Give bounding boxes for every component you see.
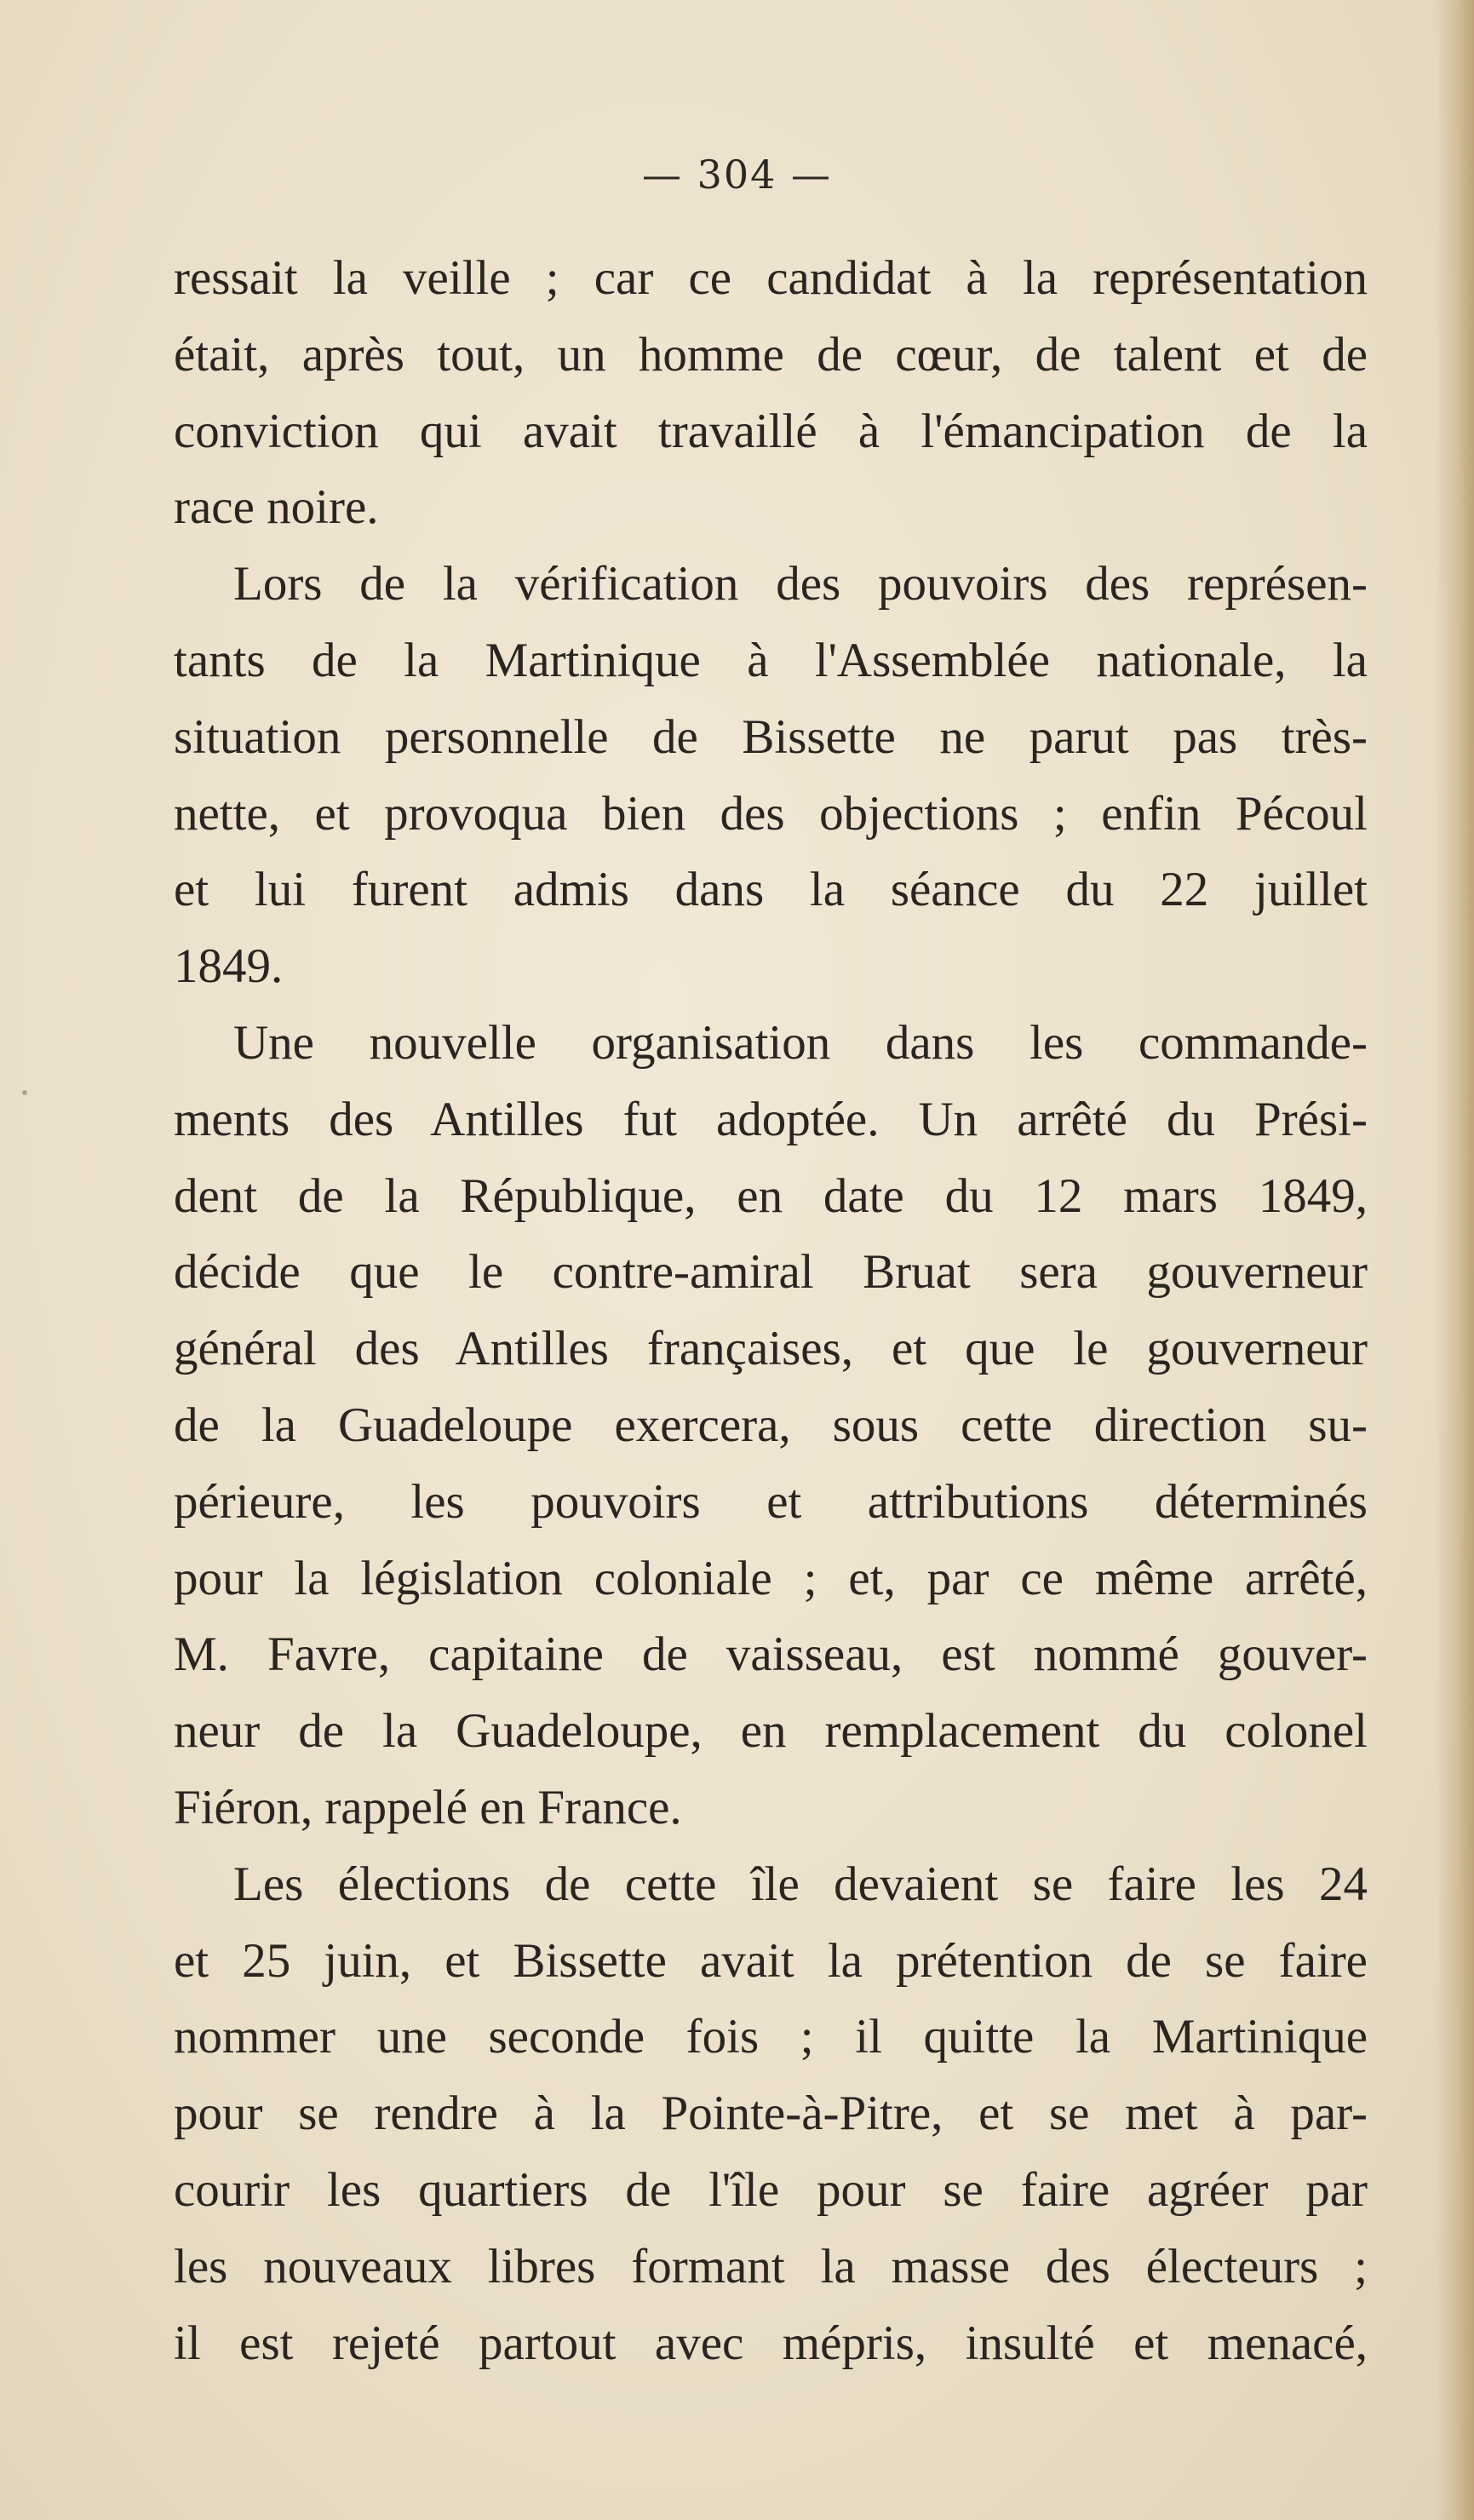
text-line: de la Guadeloupe exercera, sous cette direction su- (174, 1398, 1368, 1452)
text-line: neur de la Guadeloupe, en remplacement du colonel (174, 1704, 1368, 1759)
text-line: Lors de la vérification des pouvoirs des représen- (233, 557, 1368, 611)
text-line: était, après tout, un homme de cœur, de talent et de (174, 327, 1368, 382)
text-line: courir les quartiers de l'île pour se faire agréer par (174, 2162, 1368, 2217)
text-line: race noire. (174, 480, 379, 535)
page-edge-shadow (1435, 0, 1474, 2520)
page-number: — 304 — (641, 152, 833, 198)
text-line: pour se rendre à la Pointe-à-Pitre, et se met à par- (174, 2087, 1368, 2141)
text-line: dent de la République, en date du 12 mars 1849, (174, 1168, 1368, 1223)
text-line: périeure, les pouvoirs et attributions déterminés (174, 1474, 1368, 1529)
text-line: ments des Antilles fut adoptée. Un arrêté du Prési- (174, 1092, 1368, 1146)
text-line: nommer une seconde fois ; il quitte la Martinique (174, 2010, 1368, 2064)
text-line: général des Antilles françaises, et que le gouverneur (174, 1322, 1368, 1376)
text-line: Fiéron, rappelé en France. (174, 1780, 682, 1834)
text-line: tants de la Martinique à l'Assemblée nationale, la (174, 633, 1368, 687)
text-line: Les élections de cette île devaient se faire les 24 (233, 1857, 1368, 1911)
text-line: et 25 juin, et Bissette avait la prétention de se faire (174, 1933, 1368, 1988)
text-line: les nouveaux libres formant la masse des électeurs ; (174, 2239, 1368, 2293)
text-line: il est rejeté partout avec mépris, insulté et menacé, (174, 2316, 1368, 2370)
text-line: et lui furent admis dans la séance du 22 juillet (174, 863, 1368, 917)
text-line: décide que le contre-amiral Bruat sera gouverneur (174, 1245, 1368, 1300)
text-line: Une nouvelle organisation dans les commande- (233, 1015, 1368, 1070)
text-line: ressait la veille ; car ce candidat à la représentation (174, 251, 1368, 305)
text-line: 1849. (174, 939, 284, 994)
body-text (174, 240, 1368, 2381)
text-line: situation personnelle de Bissette ne parut pas très- (174, 709, 1368, 764)
text-line: pour la législation coloniale ; et, par ce même arrêté, (174, 1551, 1368, 1605)
ink-speck (22, 1090, 27, 1095)
text-line: M. Favre, capitaine de vaisseau, est nommé gouver- (174, 1627, 1368, 1682)
text-line: conviction qui avait travaillé à l'émancipation de la (174, 404, 1368, 458)
text-line: nette, et provoqua bien des objections ; enfin Pécoul (174, 786, 1368, 841)
